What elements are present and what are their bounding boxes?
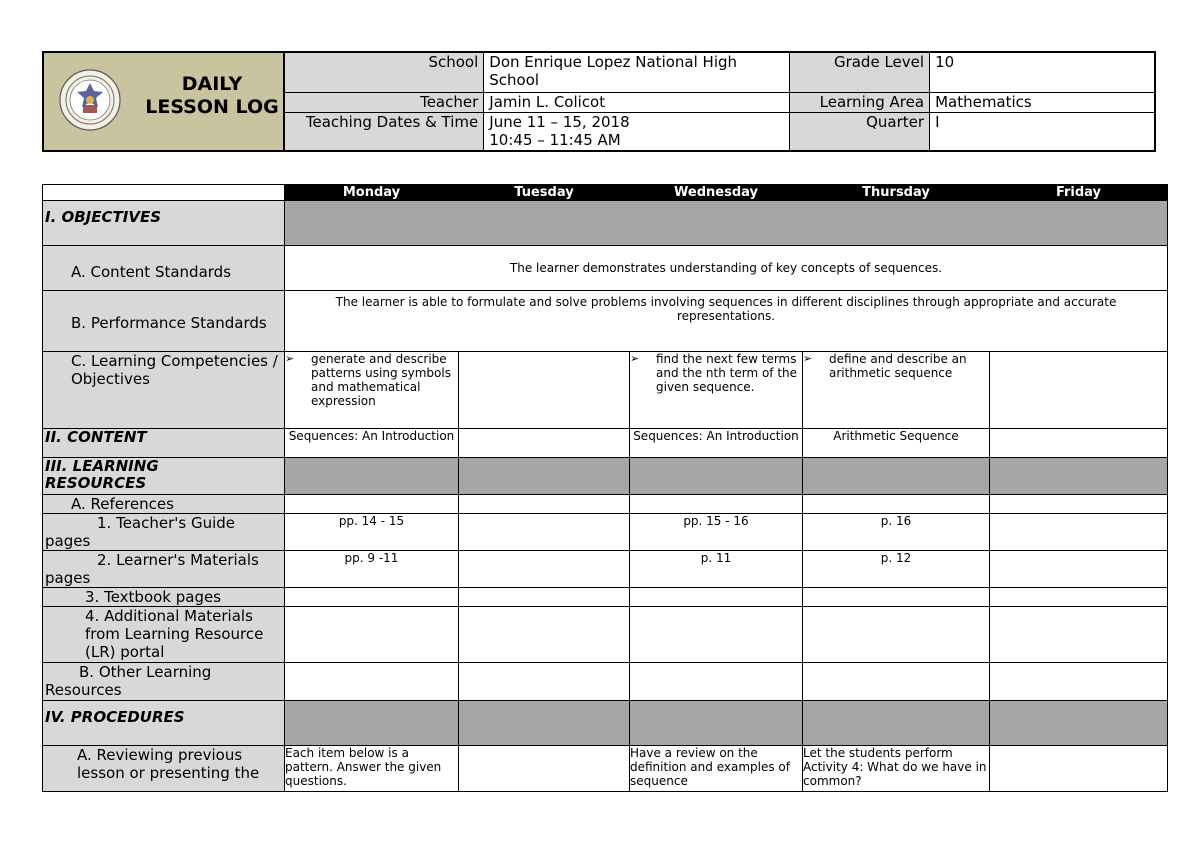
competency-text: generate and describe patterns using symbols and mathematical expression	[311, 351, 451, 408]
competency-text: define and describe an arithmetic sequence	[829, 351, 967, 380]
school-value: Don Enrique Lopez National High School	[484, 52, 790, 93]
competencies-row	[43, 351, 1168, 428]
performance-standards-label: B. Performance Standards	[43, 291, 285, 351]
additional-materials-row	[43, 607, 1168, 663]
day-header-row	[43, 185, 1168, 201]
procedures-fill-friday	[990, 700, 1168, 745]
competencies-monday	[285, 351, 459, 428]
content-friday	[990, 428, 1168, 457]
competencies-thursday	[803, 351, 990, 428]
content-thursday: Arithmetic Sequence	[803, 428, 990, 457]
competencies-label: C. Learning Competencies / Objectives	[43, 351, 285, 428]
resources-fill-wednesday	[630, 457, 803, 494]
procedures-heading: IV. PROCEDURES	[43, 700, 285, 745]
content-row	[43, 428, 1168, 457]
teachers-guide-wednesday: pp. 15 - 16	[630, 514, 803, 551]
competency-text: find the next few terms and the nth term of the given sequence.	[656, 351, 798, 394]
content-tuesday	[459, 428, 630, 457]
performance-standards-text: The learner is able to formulate and solve problems involving sequences in different disciplines through appropriate and accurate representations.	[285, 291, 1168, 351]
logo-panel	[43, 52, 284, 151]
teacher-value: Jamin L. Colicot	[484, 93, 790, 113]
reviewing-friday	[990, 745, 1168, 791]
day-thursday: Thursday	[803, 185, 990, 201]
grade-level-label: Grade Level	[789, 52, 929, 93]
header-table	[42, 51, 1156, 152]
procedures-fill-tuesday	[459, 700, 630, 745]
other-resources-row	[43, 663, 1168, 700]
teachers-guide-tuesday	[459, 514, 630, 551]
title-line-1: DAILY	[181, 73, 243, 95]
learning-area-label: Learning Area	[789, 93, 929, 113]
teacher-label: Teacher	[284, 93, 483, 113]
content-standards-text: The learner demonstrates understanding of key concepts of sequences.	[285, 246, 1168, 291]
learners-materials-label: 2. Learner's Materials pages	[43, 551, 285, 588]
learners-materials-monday: pp. 9 -11	[285, 551, 459, 588]
resources-fill-friday	[990, 457, 1168, 494]
competencies-tuesday	[459, 351, 630, 428]
procedures-fill-monday	[285, 700, 459, 745]
school-label: School	[284, 52, 483, 93]
corner-cell	[43, 185, 285, 201]
reviewing-wednesday: Have a review on the definition and examples of sequence	[630, 745, 803, 791]
deped-seal-icon	[59, 69, 121, 131]
reviewing-label: A. Reviewing previous lesson or presenting the	[43, 745, 285, 791]
teachers-guide-friday	[990, 514, 1168, 551]
day-friday: Friday	[990, 185, 1168, 201]
learners-materials-friday	[990, 551, 1168, 588]
quarter-value: I	[930, 113, 1155, 151]
bullet-arrow-icon: ➢	[630, 351, 640, 365]
resources-fill-tuesday	[459, 457, 630, 494]
daily-lesson-log-title	[142, 73, 282, 119]
references-row	[43, 494, 1168, 513]
content-standards-label: A. Content Standards	[43, 246, 285, 291]
day-tuesday: Tuesday	[459, 185, 630, 201]
teachers-guide-monday: pp. 14 - 15	[285, 514, 459, 551]
teaching-time: 10:45 – 11:45 AM	[489, 131, 621, 150]
learners-materials-thursday: p. 12	[803, 551, 990, 588]
teaching-dates-value	[484, 113, 790, 151]
competencies-wednesday	[630, 351, 803, 428]
reviewing-row	[43, 745, 1168, 791]
learning-resources-heading: III. LEARNING RESOURCES	[43, 457, 285, 494]
content-standards-row	[43, 246, 1168, 291]
content-wednesday: Sequences: An Introduction	[630, 428, 803, 457]
additional-materials-label: 4. Additional Materials from Learning Resource (LR) portal	[43, 607, 285, 663]
competencies-friday	[990, 351, 1168, 428]
teachers-guide-thursday: p. 16	[803, 514, 990, 551]
learners-materials-tuesday	[459, 551, 630, 588]
teachers-guide-row	[43, 514, 1168, 551]
resources-fill-thursday	[803, 457, 990, 494]
textbook-label: 3. Textbook pages	[43, 588, 285, 607]
title-line-2: LESSON LOG	[145, 96, 279, 118]
reviewing-thursday: Let the students perform Activity 4: What do we have in common?	[803, 745, 990, 791]
reviewing-monday: Each item below is a pattern. Answer the given questions.	[285, 745, 459, 791]
procedures-fill-thursday	[803, 700, 990, 745]
learners-materials-wednesday: p. 11	[630, 551, 803, 588]
content-heading: II. CONTENT	[43, 428, 285, 457]
bullet-arrow-icon: ➢	[803, 351, 813, 365]
resources-fill-monday	[285, 457, 459, 494]
objectives-heading: I. OBJECTIVES	[43, 201, 285, 246]
textbook-row	[43, 588, 1168, 607]
teachers-guide-label: 1. Teacher's Guide pages	[43, 514, 285, 551]
objectives-fill	[285, 201, 1168, 246]
procedures-fill-wednesday	[630, 700, 803, 745]
day-monday: Monday	[285, 185, 459, 201]
grade-level-value: 10	[930, 52, 1155, 93]
learning-area-value: Mathematics	[930, 93, 1155, 113]
procedures-row	[43, 700, 1168, 745]
lesson-log-table	[42, 184, 1168, 792]
quarter-label: Quarter	[789, 113, 929, 151]
references-label: A. References	[43, 494, 285, 513]
bullet-arrow-icon: ➢	[285, 351, 295, 365]
reviewing-tuesday	[459, 745, 630, 791]
other-resources-label: B. Other Learning Resources	[43, 663, 285, 700]
content-monday: Sequences: An Introduction	[285, 428, 459, 457]
day-wednesday: Wednesday	[630, 185, 803, 201]
learners-materials-row	[43, 551, 1168, 588]
objectives-row	[43, 201, 1168, 246]
teaching-date: June 11 – 15, 2018	[489, 113, 630, 132]
teaching-dates-label: Teaching Dates & Time	[284, 113, 483, 151]
performance-standards-row	[43, 291, 1168, 351]
learning-resources-row	[43, 457, 1168, 494]
